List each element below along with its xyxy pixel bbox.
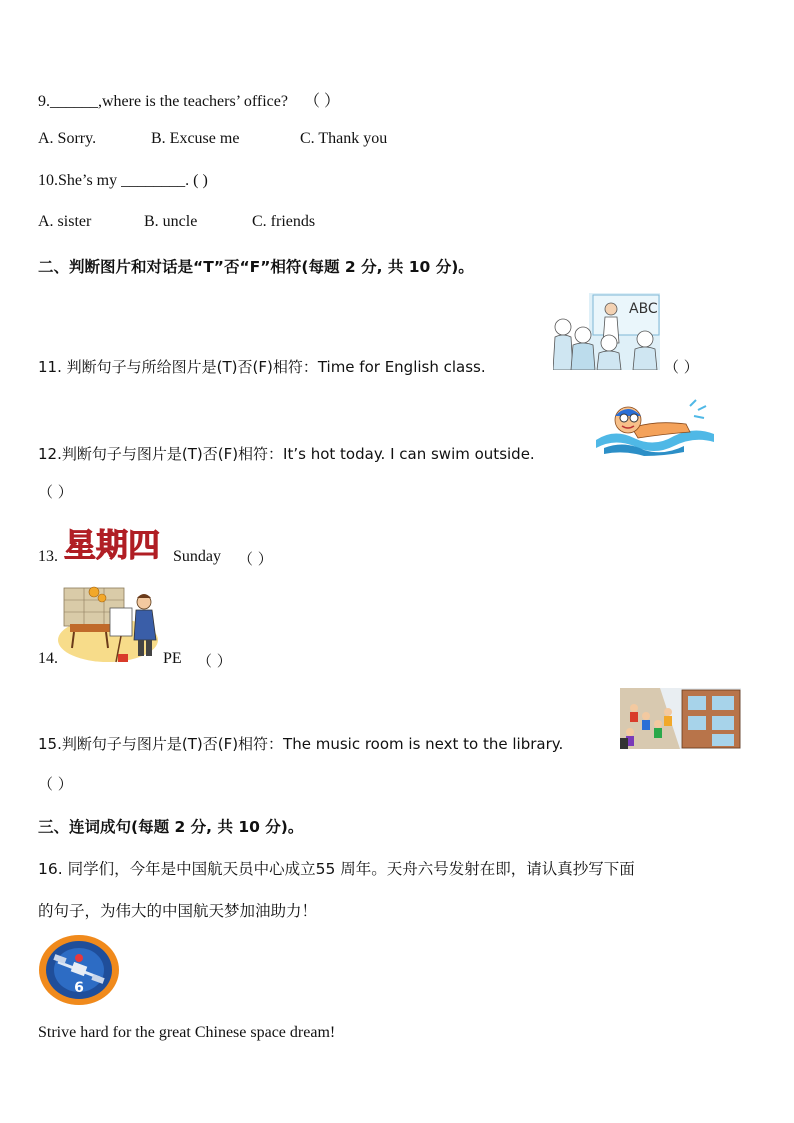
option-a: A. Sorry.	[38, 130, 97, 147]
question-14-word: PE	[163, 650, 182, 667]
option-b: B. Excuse me	[151, 130, 240, 147]
answer-parentheses: （ ）	[303, 93, 340, 110]
question-12: 12.判断句子与图片是(T)否(F)相符：It’s hot today. I can swim outside.	[38, 445, 535, 463]
thursday-title-picture	[62, 518, 166, 566]
badge-digit: 6	[74, 980, 84, 996]
option-c: C. Thank you	[300, 130, 388, 147]
question-13-word: Sunday	[173, 548, 221, 565]
board-text: ABC	[629, 301, 658, 317]
option-b: B. uncle	[144, 213, 198, 230]
question-11-parentheses: （ ）	[664, 358, 699, 376]
question-9	[38, 88, 340, 111]
question-9-options	[38, 130, 387, 148]
question-12-parentheses: （ ）	[38, 483, 73, 501]
art-class-picture	[58, 578, 160, 664]
question-number: 9.	[38, 93, 50, 110]
school-building-picture	[620, 688, 741, 749]
question-15-parentheses: （ ）	[38, 775, 73, 793]
answer-blank: ______	[50, 93, 98, 110]
question-15: 15.判断句子与图片是(T)否(F)相符：The music room is next to the library.	[38, 735, 564, 753]
question-11	[38, 356, 486, 377]
section-3-title: 三、连词成句(每题 2 分, 共 10 分)。	[38, 818, 304, 836]
question-10-options	[38, 213, 315, 231]
classroom-picture	[553, 293, 660, 370]
question-14-parentheses: （ ）	[197, 652, 232, 670]
section-2-title: 二、判断图片和对话是“T”否“F”相符(每题 2 分, 共 10 分)。	[38, 258, 474, 276]
question-text: 11. 判断句子与所给图片是(T)否(F)相符：Time for English class.	[38, 358, 486, 376]
option-a: A. sister	[38, 213, 92, 230]
question-13-parentheses: （ ）	[238, 550, 273, 568]
question-13-number: 13.	[38, 548, 58, 565]
question-text: ,where is the teachers’ office?	[98, 93, 288, 110]
tianzhou-6-mission-badge	[38, 934, 120, 1006]
question-10: 10.She’s my ________. ( )	[38, 172, 208, 189]
question-16-line-2: 的句子，为伟大的中国航天梦加油助力！	[38, 902, 318, 920]
swimmer-picture	[594, 398, 716, 456]
thursday-text: 星期四	[64, 526, 161, 564]
copy-sentence: Strive hard for the great Chinese space dream!	[38, 1024, 336, 1041]
question-16-line-1: 16. 同学们，今年是中国航天员中心成立55 周年。天舟六号发射在即，请认真抄写下面	[38, 860, 635, 878]
question-14-number: 14.	[38, 650, 58, 667]
option-c: C. friends	[252, 213, 316, 230]
